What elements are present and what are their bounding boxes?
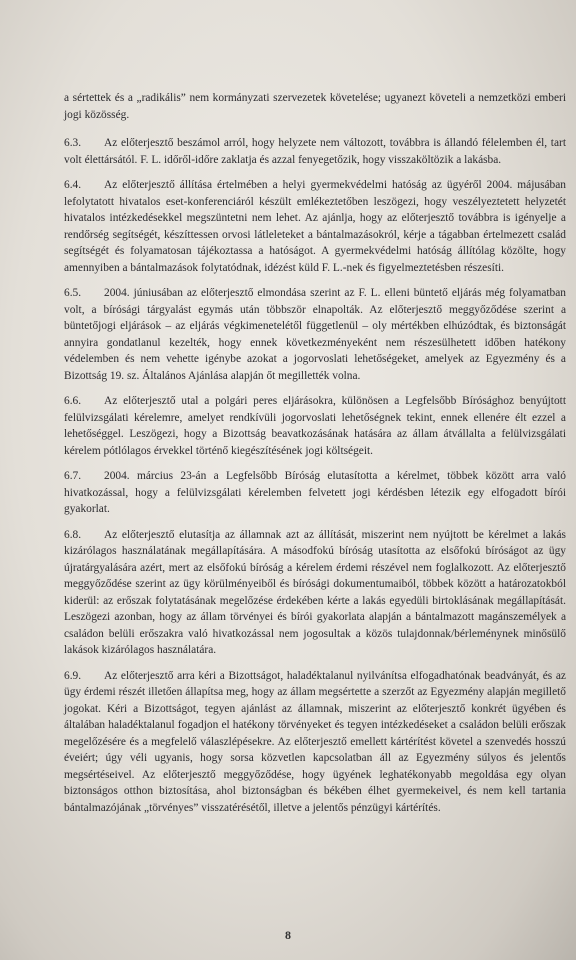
paragraph-text: Az előterjesztő beszámol arról, hogy helyzete nem változott, továbbra is állandó félelemben él, tart volt élettársától. F. L. időről-időre zaklatja és azzal fenyegetőzik, hogy visszaköltözik a lakásba. bbox=[64, 137, 566, 166]
paragraph-6-9 bbox=[64, 668, 566, 817]
paragraph-number: 6.5. bbox=[64, 287, 82, 299]
paragraph-number: 6.6. bbox=[64, 395, 82, 407]
paragraph-number: 6.7. bbox=[64, 470, 82, 482]
paragraph-text: Az előterjesztő utal a polgári peres eljárásokra, különösen a Legfelsőbb Bírósághoz benyújtott felülvizsgálati kérelemre, amelyet rendkívüli jogorvoslati lehetőségnek tekint, ennek ellenére élt ezzel a lehetőséggel. Leszögezi, hogy a Bizottság beavatkozásának hatására az állam átvállalta a felülvizsgálati kérelem pótlólagos érvekkel történő kiegészítésének jogi költségeit. bbox=[64, 395, 566, 457]
paragraph-text: 2004. március 23-án a Legfelsőbb Bíróság elutasította a kérelmet, többek között arra való hivatkozással, hogy a felülvizsgálati kérelemben felvetett jogi kérdésben létezik egy elfogadott bírói gyakorlat. bbox=[64, 470, 566, 515]
paragraph-6-8 bbox=[64, 527, 566, 659]
paragraph-text: 2004. júniusában az előterjesztő elmondása szerint az F. L. elleni büntető eljárás még folyamatban volt, a bírósági tárgyalást egymás után többször elnapolták. Az előterjesztő meggyőződése szerint a büntetőjogi eljárások – az eljárás végkimenetelétől függetlenül – oly mértékben elhúzódtak, és biztonságát annyira gondatlanul kezelték, hogy ennek következményeként nem részesülhetett időben hatékony védelemben és nem vehette igénybe azokat a jogorvoslati lehetőségeket, amelyek az Egyezmény és a Bizottság 19. sz. Általános Ajánlása alapján őt megillették volna. bbox=[64, 287, 566, 382]
paragraph-6-4 bbox=[64, 177, 566, 276]
paragraph-text: Az előterjesztő elutasítja az államnak azt az állítását, miszerint nem nyújtott be kérelmet a lakás kizárólagos használatának megállapítására. A másodfokú bíróság utasította az elsőfokú bíróságot az ügy újratárgyalására azért, mert az elsőfokú bíróság a kérelem érdemi részével nem foglalkozott. Az előterjesztő meggyőződése szerint az ügy körülményeiből és bírósági dokumentumaiból, többek között a határozatokból kiderül: az erőszak folytatásának megelőzése érdekében kérte a lakás egyedüli birtoklásának megállapítását. Leszögezi azonban, hogy az állam törvényei és bírói gyakorlata alapján a bántalmazott magánszemélyek a családon belüli erőszakra való hivatkozással nem jogosultak a közös tulajdonnak/bérleménynek minősülő lakások kizárólagos használatára. bbox=[64, 528, 566, 656]
paragraph-text: Az előterjesztő állítása értelmében a helyi gyermekvédelmi hatóság az ügyéről 2004. májusában lefolytatott hivatalos eset-konferenciáról készült emlékeztetőben leszögezi, hogy veszélyeztetett helyzetét hivatalos intézkedésekkel megszüntetni nem lehet. Az ajánlja, hogy az előterjesztő továbbra is igényelje a rendőrség segítségét, készíttessen orvosi látleleteket a bántalmazásokról, kérje a tágabban értelmezett család segítségét és folyamatosan tájékoztassa a hatóságot. A gyermekvédelmi hatóság állítólag közölte, hogy amennyiben a bántalmazások folytatódnak, idézést küld F. L.-nek és figyelmeztetésben részesíti. bbox=[64, 179, 566, 274]
paragraph-number: 6.9. bbox=[64, 669, 82, 682]
paragraph-continued: a sértettek és a „radikális” nem kormányzati szervezetek követelése; ugyanezt követeli a nemzetközi emberi jogi közösség. bbox=[64, 92, 566, 121]
paragraph-6-6 bbox=[64, 393, 566, 459]
paragraph-6-5 bbox=[64, 285, 566, 384]
paragraph-text: Az előterjesztő arra kéri a Bizottságot, haladéktalanul nyilvánítsa elfogadhatónak beadványát, és az ügy érdemi részét illetően állapítsa meg, hogy az állam megsértette a szerzőt az Egyezmény alapján megillető jogokat. Kéri a Bizottságot, tegyen ajánlást az államnak, miszerint az előterjesztő konkrét ügyében és általában haladéktalanul fogadjon el hatékony törvényeket és tegyen intézkedéseket a családon belüli erőszak megelőzésére és a megfelelő válaszlépésekre. Az előterjesztő emellett kártérítést követel a szenvedés hosszú éveiért; úgy véli ugyanis, hogy sorsa közvetlen kapcsolatban áll az Egyezmény súlyos és jelentős megsértéseivel. Az előterjesztő meggyőződése, hogy ügyének leghatékonyabb megoldása egy olyan biztonságos otthon biztosítása, ahol biztonságban és békében élhet gyermekeivel, és nem kell tartania bántalmazójának „törvényes” visszatérésétől, illetve a jelentős pénzügyi kártérítés. bbox=[64, 669, 566, 814]
paragraph-6-3 bbox=[64, 135, 566, 168]
paragraph-6-7 bbox=[64, 468, 566, 518]
paragraph-number: 6.3. bbox=[64, 137, 82, 149]
page-number: 8 bbox=[285, 928, 291, 942]
paragraph-number: 6.8. bbox=[64, 528, 82, 541]
paragraph-number: 6.4. bbox=[64, 179, 82, 191]
